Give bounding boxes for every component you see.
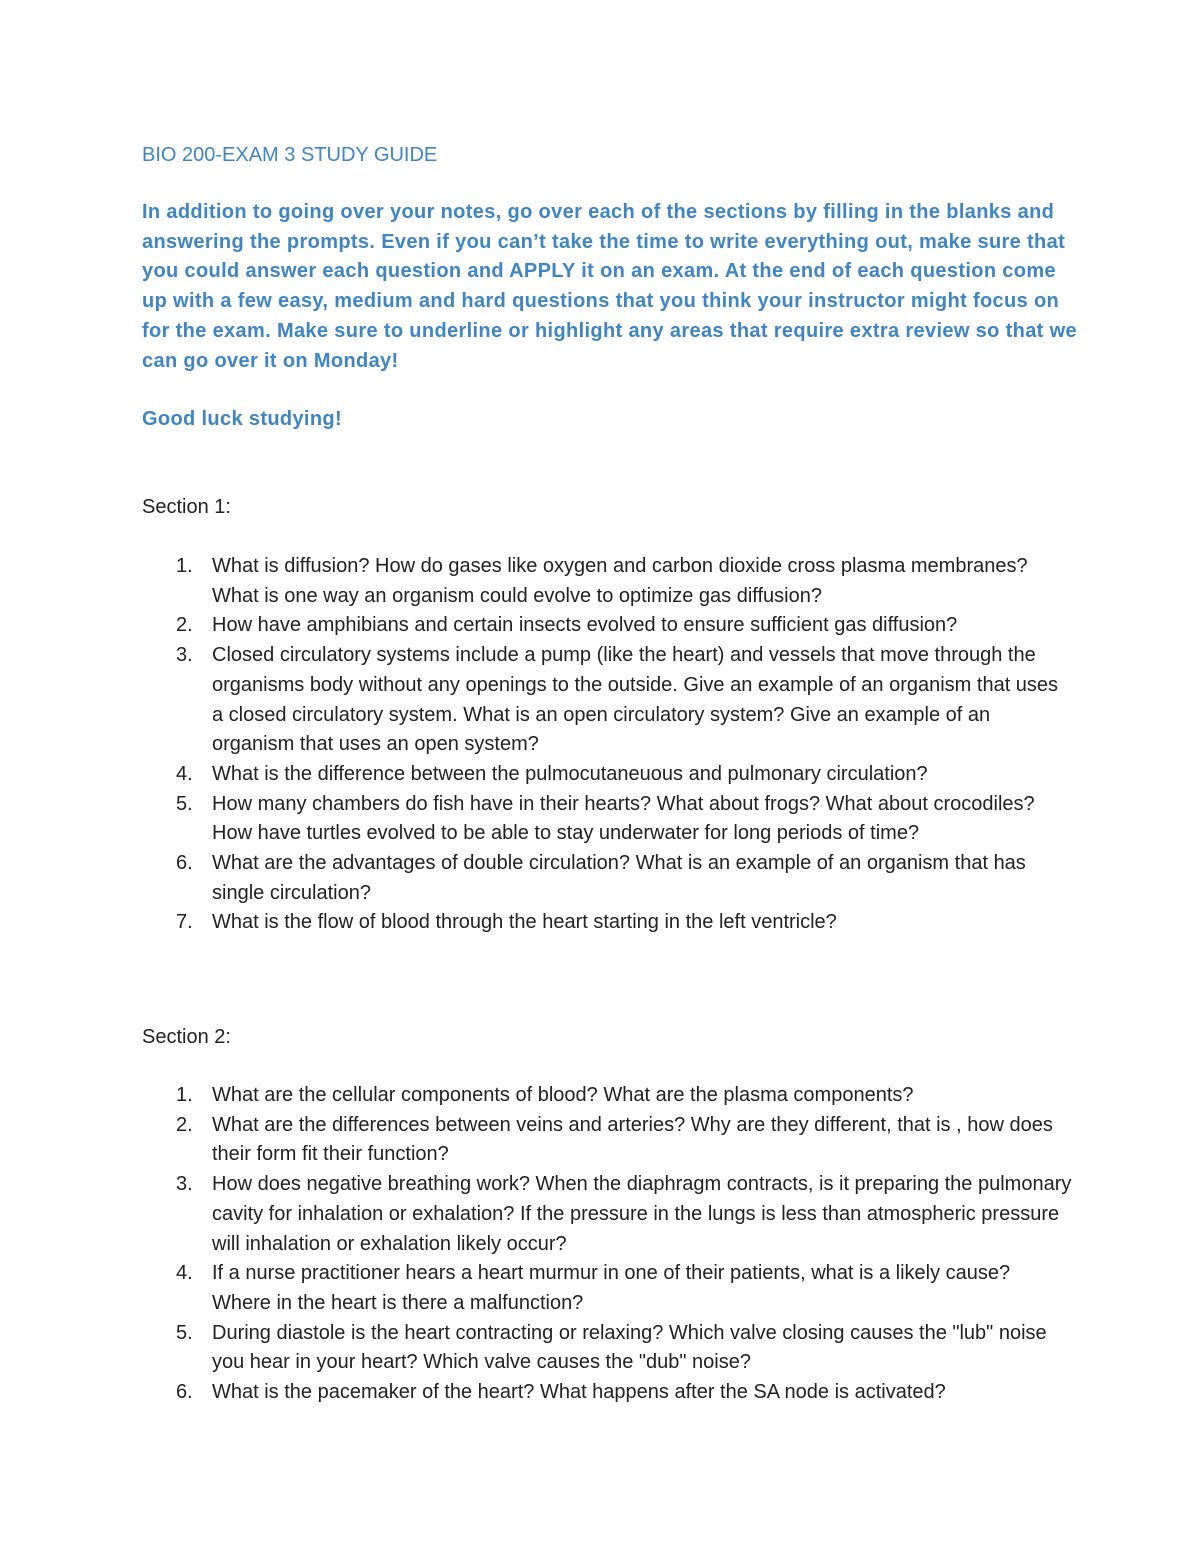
question-text: During diastole is the heart contracting or relaxing? Which valve closing causes the "lub" noise you hear in your heart? Which valve causes the "dub" noise? <box>212 1321 1047 1374</box>
question-number: 1. <box>176 555 193 577</box>
list-item <box>142 908 1072 938</box>
list-item <box>142 790 1072 849</box>
question-number: 1. <box>176 1084 193 1106</box>
question-text: What are the differences between veins and arteries? Why are they different, that is , how does their form fit their function? <box>212 1113 1053 1166</box>
question-text: What are the advantages of double circulation? What is an example of an organism that has single circulation? <box>212 852 1026 904</box>
question-text: What is the flow of blood through the heart starting in the left ventricle? <box>212 911 837 934</box>
question-number: 5. <box>176 792 193 815</box>
list-item <box>142 1170 1072 1259</box>
question-number: 7. <box>176 911 193 934</box>
question-text: What is the difference between the pulmocutaneuous and pulmonary circulation? <box>212 762 928 785</box>
question-number: 2. <box>176 1113 193 1136</box>
list-item <box>142 849 1072 908</box>
list-item <box>142 552 1072 611</box>
question-text: What are the cellular components of blood? What are the plasma components? <box>212 1084 914 1106</box>
question-number: 4. <box>176 762 193 785</box>
question-number: 2. <box>176 614 193 637</box>
section-1-heading: Section 1: <box>142 496 231 518</box>
good-luck-text: Good luck studying! <box>142 408 342 430</box>
question-text: If a nurse practitioner hears a heart murmur in one of their patients, what is a likely cause? Where in the heart is there a malfunction? <box>212 1262 1011 1314</box>
list-item <box>142 760 1072 790</box>
list-item <box>142 1111 1072 1170</box>
intro-paragraph: In addition to going over your notes, go over each of the sections by filling in the blanks and answering the prompts. Even if you can’t take the time to write everything out, make sure that you could answer each question and APPLY it on an exam. At the end of each question come up with a few easy, medium and hard questions that you think your instructor might focus on for the exam. Make sure to underline or highlight any areas that require extra review so that we can go over it on Monday! <box>142 201 1077 372</box>
question-text: What is diffusion? How do gases like oxygen and carbon dioxide cross plasma membranes? What is one way an organism could evolve to optimize gas diffusion? <box>212 555 1028 607</box>
list-item <box>142 641 1072 760</box>
list-item <box>142 1378 1072 1408</box>
question-text: How have amphibians and certain insects evolved to ensure sufficient gas diffusion? <box>212 614 958 637</box>
section-1-question-list <box>142 552 1072 938</box>
question-number: 6. <box>176 852 193 875</box>
list-item <box>142 1081 1072 1111</box>
question-text: How many chambers do fish have in their hearts? What about frogs? What about crocodiles? How have turtles evolved to be able to stay underwater for long periods of time? <box>212 792 1035 845</box>
question-number: 6. <box>176 1381 193 1404</box>
document-title: BIO 200-EXAM 3 STUDY GUIDE <box>142 144 438 166</box>
question-number: 5. <box>176 1321 193 1344</box>
list-item <box>142 611 1072 641</box>
question-number: 3. <box>176 1173 193 1196</box>
list-item <box>142 1259 1072 1318</box>
section-2-heading: Section 2: <box>142 1026 231 1048</box>
question-number: 4. <box>176 1262 193 1285</box>
section-2-question-list <box>142 1081 1072 1408</box>
question-text: What is the pacemaker of the heart? What happens after the SA node is activated? <box>212 1381 946 1404</box>
question-text: Closed circulatory systems include a pump (like the heart) and vessels that move through the organisms body without any openings to the outside. Give an example of an organism that uses a closed circulatory system. What is an open circulatory system? Give an example of an organism that uses an open system? <box>212 644 1059 756</box>
question-text: How does negative breathing work? When the diaphragm contracts, is it preparing the pulmonary cavity for inhalation or exhalation? If the pressure in the lungs is less than atmospheric pressure will inhalation or exhalation likely occur? <box>212 1173 1072 1255</box>
question-number: 3. <box>176 644 193 667</box>
list-item <box>142 1319 1072 1378</box>
